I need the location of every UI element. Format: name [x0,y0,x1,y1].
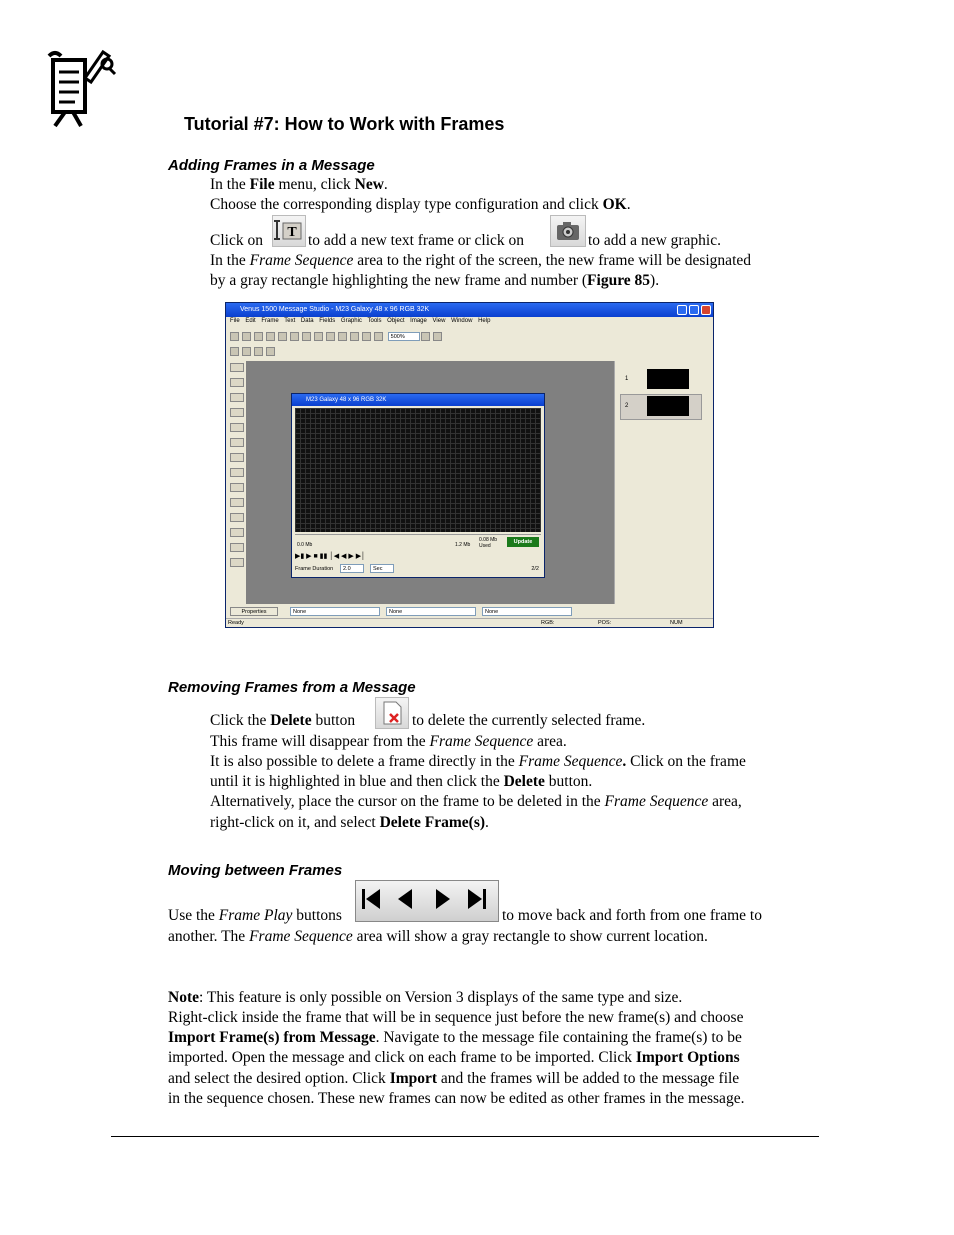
select-none-3: None [482,607,572,616]
section-heading-removing: Removing Frames from a Message [168,679,416,696]
app-title-bar: Venus 1500 Message Studio - M23 Galaxy 48 x 96 RGB 32K [226,303,713,317]
moving-line-1-end: to move back and forth from one frame to [502,907,762,924]
message-window [291,393,545,578]
frame-1-thumb [647,369,689,389]
adding-step-2: Choose the corresponding display type configuration and click OK. [210,196,631,213]
select-none-1: None [290,607,380,616]
removing-step-6: right-click on it, and select Delete Frame(s). [210,814,489,831]
status-rgb: RGB: [541,620,555,626]
status-ready: Ready [228,620,244,626]
select-none-2: None [386,607,476,616]
memory-bar [295,534,541,549]
frame-play-buttons-icon [356,881,498,921]
memory-used: 0.08 Mb Used [479,537,498,549]
frame-duration-unit: Sec [370,564,394,573]
tool-palette [228,363,246,573]
footer-rule [111,1136,819,1137]
text-frame-icon [272,215,306,247]
removing-step-2: This frame will disappear from the Frame Sequence area. [210,733,567,750]
adding-step-3-end: to add a new graphic. [588,232,721,249]
led-grid [295,408,541,532]
moving-line-1: Use the Frame Play buttons [168,907,342,924]
frame-sequence-panel [614,361,714,604]
status-num: NUM [670,620,683,626]
note-line-3: Import Frame(s) from Message. Navigate to the message file containing the frame(s) to be [168,1029,742,1046]
minimize-icon [677,305,687,315]
note-line-6: in the sequence chosen. These new frames can now be edited as other frames in the message. [168,1090,745,1107]
delete-frame-icon [375,697,409,729]
close-icon [701,305,711,315]
frame-play-controls: ▶▮ ▶ ■ ▮▮ │◀ ◀ ▶ ▶│ [295,553,366,560]
removing-step-5: Alternatively, place the cursor on the frame to be deleted in the Frame Sequence area, [210,793,742,810]
adding-step-1: In the File menu, click New. [210,176,388,193]
zoom-select: 500% [388,332,420,341]
update-button: Update [507,537,539,547]
note-line-2: Right-click inside the frame that will be in sequence just before the new frame(s) and choose [168,1009,744,1026]
removing-step-1: Click the Delete button [210,712,356,729]
removing-step-3: It is also possible to delete a frame directly in the Frame Sequence. Click on the frame [210,753,746,770]
memory-left: 0.0 Mb [297,542,313,548]
page-title: Tutorial #7: How to Work with Frames [184,114,505,134]
moving-line-2: another. The Frame Sequence area will show a gray rectangle to show current location. [168,928,708,945]
document-quill-icon [45,42,117,128]
frame-count: 2/2 [531,566,539,572]
properties-button: Properties [230,607,278,616]
adding-step-3-mid: to add a new text frame or click on [308,232,525,249]
frame-1-number: 1 [625,376,629,382]
status-pos: POS: [598,620,612,626]
toolbar-frames [230,347,278,359]
toolbar-main [230,332,445,344]
camera-icon [550,215,586,247]
section-heading-moving: Moving between Frames [168,862,343,879]
workspace [246,361,614,604]
adding-step-5: by a gray rectangle highlighting the new frame and number (Figure 85). [210,272,660,289]
adding-step-4: In the Frame Sequence area to the right of the screen, the new frame will be designated [210,252,751,269]
removing-step-4: until it is highlighted in blue and then click the Delete button. [210,773,593,790]
status-bar [226,618,713,627]
frame-duration-input: 2.0 [340,564,364,573]
note-line-1: Note: This feature is only possible on Version 3 displays of the same type and size. [168,989,683,1006]
section-heading-adding: Adding Frames in a Message [168,157,375,174]
maximize-icon [689,305,699,315]
figure-85-screenshot [225,302,714,628]
frame-duration-label: Frame Duration [295,566,334,572]
frame-play-buttons [355,880,499,922]
adding-step-3: Click on [210,232,263,249]
frame-2-number: 2 [625,403,629,409]
message-window-title: M23 Galaxy 48 x 96 RGB 32K [292,394,544,406]
note-line-4: imported. Open the message and click on each frame to be imported. Click Import Options [168,1049,740,1066]
menu-bar: File Edit Frame Text Data Fields Graphic Tools Object Image View Window Help [230,318,491,324]
memory-mid: 1.2 Mb [455,542,471,548]
svg-text:T: T [287,225,297,240]
note-line-5: and select the desired option. Click Import and the frames will be added to the message file [168,1070,740,1087]
removing-step-1-end: to delete the currently selected frame. [412,712,646,729]
frame-2-thumb [647,396,689,416]
